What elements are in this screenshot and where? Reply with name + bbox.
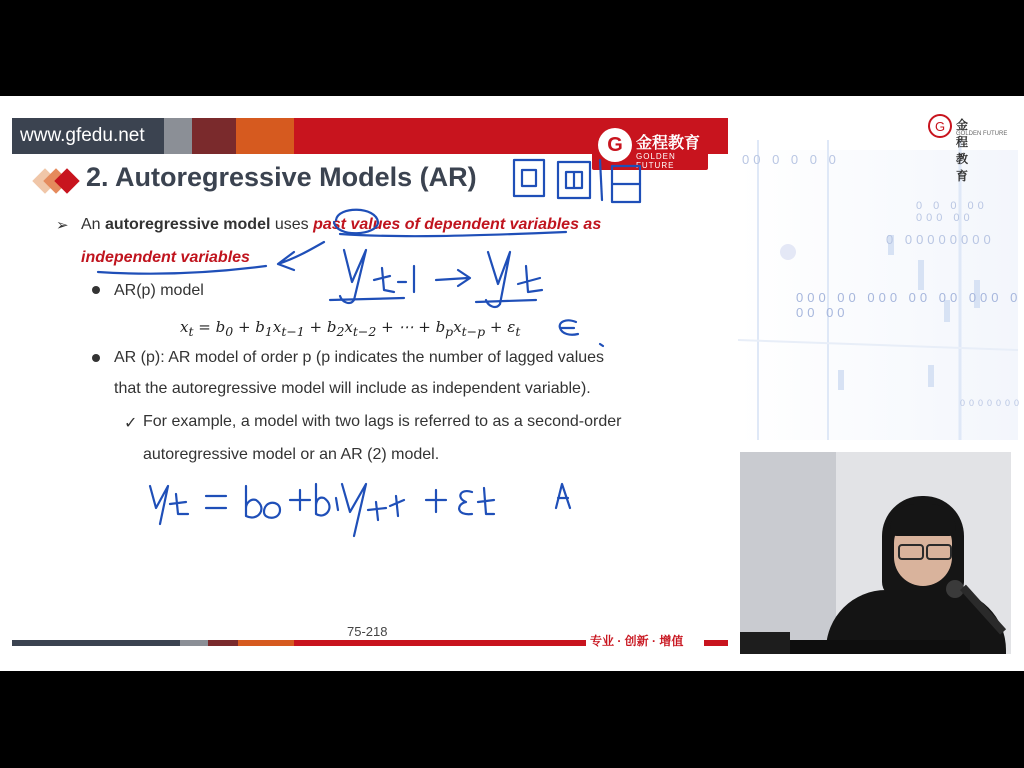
sub-bullet-ar-model: AR(p) model: [114, 282, 204, 299]
arrow-bullet-icon: ➢: [56, 217, 69, 234]
example-line1: For example, a model with two lags is referred to as a second-order: [143, 413, 622, 430]
ticker-row-3: 0 00000000: [886, 232, 995, 247]
ink-equation: [150, 484, 494, 536]
ink-arrow-left: [278, 242, 324, 270]
ticker-row-2: 0 0 0 00 000 00: [916, 200, 988, 224]
ticker-row-4: 000 00 000 00 00 000 0 00 00: [796, 290, 1022, 320]
video-desk: [790, 640, 970, 654]
page-number: 75-218: [347, 624, 388, 639]
ink-chinese-note: [514, 160, 640, 202]
ar-formula: $x_t = b_0 + b_1x_{t-1} + b_2x_{t-2}$ + ⋯ + $b_px_{t-p} + \varepsilon_t$: [180, 318, 521, 339]
footer-segment: [294, 640, 586, 646]
presenter-video: [740, 452, 1011, 654]
ink-dot: [600, 344, 603, 346]
ink-circle-past: [334, 210, 378, 234]
footer-slogan: 专业 · 创新 · 增值: [590, 634, 684, 648]
ticker-row-1: 00 0 0 0 0: [742, 152, 840, 167]
text-span: An: [81, 216, 106, 233]
brand-name-cn-small: 金程教育: [956, 118, 969, 183]
glasses-icon: [898, 544, 924, 560]
sub-bullet-order-line1: AR (p): AR model of order p (p indicates the number of lagged values: [114, 349, 605, 366]
ink-underline-2: [98, 266, 266, 274]
text-span-highlight: past values of dependent variables as: [313, 216, 602, 233]
ink-letter-a: [556, 484, 570, 508]
brand-name-en: GOLDEN FUTURE: [636, 152, 676, 170]
example-line2: autoregressive model or an AR (2) model.: [143, 446, 440, 463]
sub-bullet-order-line2: that the autoregressive model will include as independent variable).: [114, 380, 591, 397]
footer-segment: [208, 640, 238, 646]
brand-logo-icon: G: [928, 114, 952, 138]
brand-name-en-small: GOLDEN FUTURE: [956, 131, 1008, 137]
footer-segment: [180, 640, 208, 646]
brand-logo-icon: G: [598, 128, 632, 162]
footer-segment: [12, 640, 180, 646]
video-wall-left: [740, 452, 836, 654]
brand-name-cn: 金程教育: [636, 135, 701, 152]
ink-epsilon-mark: [560, 320, 578, 334]
checkmark-icon: ✓: [124, 415, 138, 432]
bullet-text-1-cont: independent variables: [81, 249, 250, 266]
footer-segment: [238, 640, 294, 646]
presenter-bangs: [890, 504, 956, 536]
ink-underline-1: [340, 232, 566, 236]
ticker-row-5: 0000000: [960, 398, 1024, 408]
ink-yt-arrow: [330, 250, 542, 307]
text-span: uses: [270, 216, 314, 233]
text-span-bold: autoregressive model: [105, 216, 271, 233]
slide-title: 2. Autoregressive Models (AR): [86, 162, 477, 192]
glasses-icon: [926, 544, 952, 560]
site-url: www.gfedu.net: [12, 118, 164, 154]
video-desk-left: [740, 632, 790, 654]
footer-segment: [704, 640, 728, 646]
